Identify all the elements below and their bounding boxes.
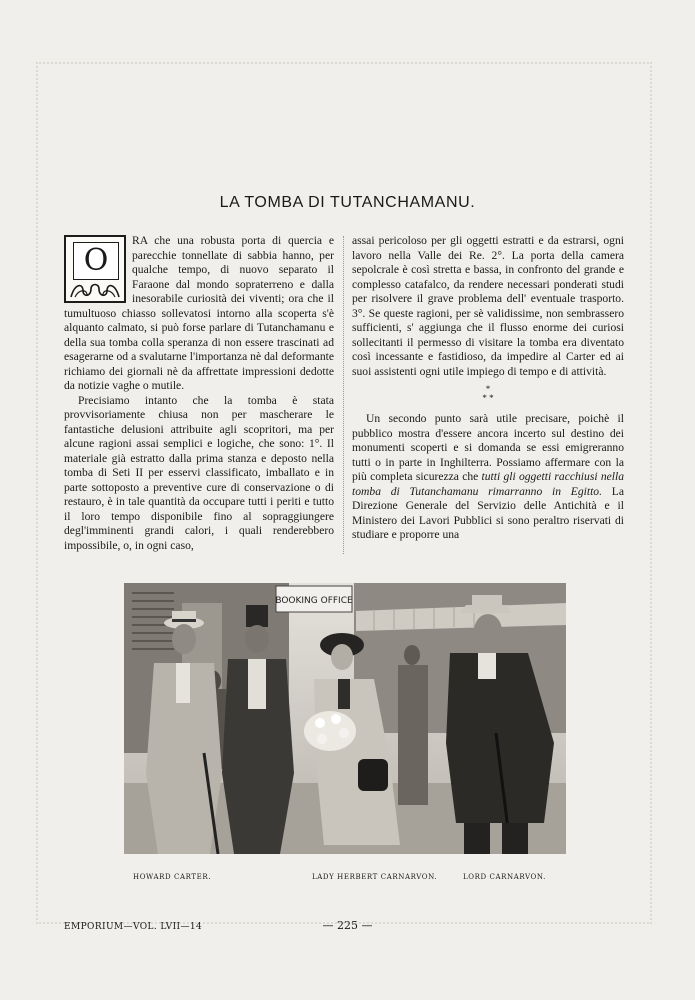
- caption-howard-carter: HOWARD CARTER.: [133, 873, 212, 881]
- initial-letter: O: [73, 242, 119, 280]
- booking-office-sign: BOOKING OFFICE: [275, 596, 353, 606]
- paragraph-text: RA che una robusta porta di quercia e parecchie tonnellate di sabbia hanno, per qualche tempo, di nuovo separato il Faraone dal mondo sopraterreno e dalla inesorabile curiosità dei viventi; ora che il tumultuoso chiasso sollevatosi intorno alla scoperta s'è alquanto calmato, si può forse parlare di Tutanchamanu e della sua tomba colla speranza di non essere trascinati ad esagerarne od a svalutarne l'importanza nè dal deformante richiamo dei giornali nè da affrettate impressioni dedotte da notizie vaghe o mutile.: [64, 234, 334, 392]
- group-photograph: [124, 583, 566, 854]
- asterism-top: *: [485, 384, 491, 394]
- journal-signature: EMPORIUM—VOL. LVII—14: [64, 922, 203, 932]
- italic-statement: tutti gli oggetti racchiusi nella tomba di Tutanchamanu rimarranno in Egitto.: [352, 470, 624, 498]
- ornamental-initial: [64, 235, 126, 303]
- section-asterism: [352, 385, 624, 403]
- column-divider: [343, 236, 344, 554]
- page-number: — 225 —: [322, 919, 373, 932]
- paragraph: assai pericoloso per gli oggetti estratti e da estrarsi, ogni lavoro nella Valle dei Re. 2°. La porta della camera sepolcrale è così stretta e bassa, in confronto del grande e complesso catafalco, da rendere necessari ponderati studi per risolvere il grave problema dell' eventuale trasporto. 3°. Se queste ragioni, per sè validissime, non sembrassero sufficienti, s' aggiunga che il flusso enorme dei curiosi sollecitanti il permesso di visitare la tomba era diventato così incessante e fastidioso, da impedire al Carter ed ai suoi assistenti ogni utile impiego di tempo e di attività.: [352, 234, 624, 378]
- paragraph-text: Un secondo punto sarà utile precisare, poichè il pubblico mostra d'essere ancora incerto sul destino dei monumenti scoperti e si domanda se essi emigreranno tutti o in parte in Inghilterra. Possiamo affermare con la più completa sicurezza che: [352, 412, 624, 483]
- text-column-right: [352, 234, 624, 543]
- opening-paragraph: [64, 234, 334, 394]
- paragraph: Precisiamo intanto che la tomba è stata provvisoriamente chiusa non per mascherare le fantastiche delusioni attribuite agli scopritori, ma per alcune ragioni assai semplici e logiche, che sono: 1°. Il materiale già estratto dalla prima stanza e deposto nella tomba di Seti II per esservi classificato, imballato e in parte sottoposto a preventive cure di conservazione o di restauro, è in tale quantità da occupare tutti i periti e tutto il loro tempo disponibile fino al sopraggiungere degl'imminenti grandi calori, i quali renderebbero impossibile, o, in ogni caso,: [64, 393, 334, 552]
- paragraph-text: La Direzione Generale del Servizio delle Antichità e il Ministero dei Lavori Pubblici si sono peraltro riservati di studiare e proporre una: [352, 484, 624, 541]
- caption-lord-carnarvon: LORD CARNARVON.: [463, 873, 546, 881]
- paragraph: [352, 412, 624, 543]
- asterism-bottom: * *: [482, 393, 494, 403]
- article-title: LA TOMBA DI TUTANCHAMANU.: [219, 193, 476, 211]
- caption-lady-carnarvon: LADY HERBERT CARNARVON.: [312, 873, 438, 881]
- text-column-left: [64, 234, 334, 553]
- photo-scene: [124, 583, 566, 854]
- ornament-icon: [69, 279, 121, 299]
